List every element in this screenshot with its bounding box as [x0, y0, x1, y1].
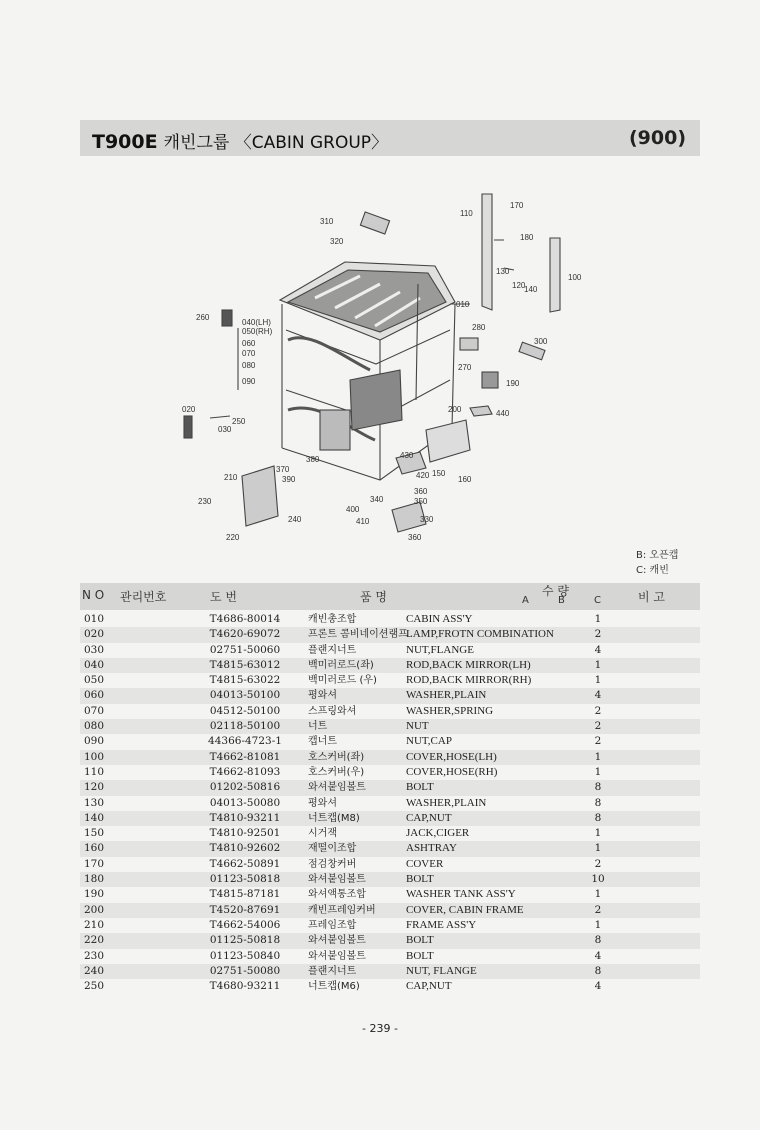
cell-part-number: 44366-4723-1	[208, 735, 282, 748]
parts-table	[80, 612, 700, 994]
callout-280: 280	[472, 323, 486, 332]
cell-part-number: 04013-50100	[209, 689, 281, 702]
cell-quantity: 1	[594, 750, 602, 763]
table-row	[80, 872, 700, 887]
cell-part-number: T4815-63022	[209, 674, 281, 687]
callout-370: 370	[276, 465, 290, 474]
cell-quantity: 8	[594, 964, 602, 977]
cell-korean-name: 너트	[308, 721, 328, 733]
table-row	[80, 857, 700, 872]
callout-360-upper: 360	[414, 487, 428, 496]
cell-english-name: CABIN ASS'Y	[406, 613, 473, 625]
cell-no: 160	[84, 842, 105, 855]
table-row	[80, 627, 700, 642]
callout-090: 090	[242, 377, 256, 386]
table-row	[80, 612, 700, 627]
cell-english-name: ROD,BACK MIRROR(RH)	[406, 674, 532, 687]
cell-korean-name: 평와셔	[308, 797, 337, 809]
cabin-exploded-diagram	[170, 180, 610, 550]
callout-210: 210	[224, 473, 238, 482]
callout-160: 180	[520, 233, 534, 242]
cell-english-name: WASHER,PLAIN	[406, 796, 487, 809]
table-row	[80, 643, 700, 658]
callout-310: 310	[320, 217, 334, 226]
cell-no: 230	[84, 949, 105, 962]
cell-part-number: T4810-92501	[209, 827, 281, 840]
table-row	[80, 841, 700, 856]
cell-part-number: T4686-80014	[209, 613, 281, 625]
cell-no: 100	[84, 750, 105, 763]
callout-040: 040(LH)	[242, 318, 271, 327]
cell-no: 150	[84, 827, 105, 840]
cell-korean-name: 캐빈총조합	[308, 614, 357, 625]
header-qty: 수 량	[542, 584, 569, 598]
cell-quantity: 2	[594, 857, 602, 870]
cell-no: 040	[84, 658, 105, 671]
cell-no: 190	[84, 888, 105, 901]
table-row	[80, 918, 700, 933]
cell-english-name: CAP,NUT	[406, 811, 452, 824]
table-row	[80, 688, 700, 703]
cell-korean-name: 스프링와셔	[308, 705, 357, 717]
cell-part-number: 04013-50080	[209, 796, 281, 809]
cell-no: 170	[84, 857, 105, 870]
callout-260: 260	[196, 313, 210, 322]
cell-english-name: WASHER,PLAIN	[406, 689, 487, 702]
cell-english-name: ROD,BACK MIRROR(LH)	[406, 658, 531, 671]
callout-130: 130	[496, 267, 510, 276]
table-row	[80, 811, 700, 826]
cell-korean-name: 재떨이조합	[308, 843, 357, 855]
callout-400: 400	[346, 505, 360, 514]
cell-part-number: T4662-81093	[209, 765, 281, 778]
cell-english-name: BOLT	[406, 873, 434, 886]
cell-no: 140	[84, 811, 105, 824]
cell-quantity: 4	[594, 949, 602, 962]
cell-korean-name: 호스커버(우)	[308, 766, 365, 778]
callout-110: 110	[460, 209, 473, 218]
header-qty-a: A	[522, 595, 529, 606]
cell-no: 130	[84, 796, 105, 809]
cell-english-name: NUT	[406, 720, 429, 733]
table-row	[80, 719, 700, 734]
cell-korean-name: 백미러로드 (우)	[308, 675, 377, 687]
cell-part-number: 04512-50100	[209, 704, 281, 717]
cell-quantity: 2	[594, 735, 602, 748]
callout-300: 300	[534, 337, 548, 346]
cell-no: 250	[84, 980, 105, 993]
cell-quantity: 8	[594, 796, 602, 809]
header-part: 도 번	[210, 590, 237, 604]
legend-b: B: 오픈캡	[636, 550, 679, 561]
callout-220: 240	[288, 515, 302, 524]
table-row	[80, 750, 700, 765]
header-qty-c: C	[594, 595, 601, 606]
table-row	[80, 949, 700, 964]
cell-english-name: COVER,HOSE(LH)	[406, 750, 497, 763]
cell-part-number: T4810-92602	[209, 842, 281, 855]
callout-350: 350	[414, 497, 428, 506]
callout-170: 150	[432, 469, 446, 478]
table-row	[80, 765, 700, 780]
cell-quantity: 1	[594, 918, 602, 931]
cell-english-name: WASHER TANK ASS'Y	[406, 888, 516, 901]
page-number: - 239 -	[362, 1022, 398, 1035]
cell-english-name: FRAME ASS'Y	[406, 918, 477, 931]
callout-230: 230	[198, 497, 212, 506]
cabin-drawing	[184, 194, 560, 532]
callout-labels	[182, 201, 582, 542]
callout-270: 270	[458, 363, 472, 372]
cell-no: 120	[84, 781, 105, 794]
cell-quantity: 4	[594, 689, 602, 702]
table-row	[80, 658, 700, 673]
legend	[636, 548, 678, 578]
cell-quantity: 1	[594, 827, 602, 840]
cell-part-number: T4662-50891	[209, 857, 281, 870]
callout-330: 330	[420, 515, 434, 524]
cell-english-name: JACK,CIGER	[406, 827, 470, 840]
cell-quantity: 2	[594, 903, 602, 916]
table-row	[80, 673, 700, 688]
callout-380: 380	[306, 455, 320, 464]
cell-part-number: T4662-81081	[209, 750, 281, 763]
cell-korean-name: 와셔붙임볼트	[308, 782, 366, 794]
callout-360-lower: 360	[408, 533, 422, 542]
cell-korean-name: 캡너트	[308, 736, 337, 748]
callout-320: 320	[330, 237, 344, 246]
callout-180: 160	[458, 475, 472, 484]
header-remarks: 비 고	[638, 590, 665, 604]
cell-english-name: LAMP,FROTN COMBINATION	[406, 628, 554, 641]
table-row	[80, 887, 700, 902]
table-row	[80, 964, 700, 979]
cell-korean-name: 호스커버(좌)	[308, 751, 365, 763]
cell-part-number: T4662-54006	[209, 918, 281, 931]
cell-no: 180	[84, 873, 105, 886]
cell-part-number: 02751-50080	[209, 964, 281, 977]
cell-no: 010	[84, 613, 105, 625]
cell-korean-name: 플랜지너트	[308, 644, 357, 656]
header-name: 품 명	[360, 590, 387, 604]
cell-quantity: 4	[594, 980, 602, 993]
cell-english-name: ASHTRAY	[406, 842, 457, 855]
cell-quantity: 1	[594, 765, 602, 778]
callout-010: 010	[456, 300, 470, 309]
table-row	[80, 826, 700, 841]
callout-250: 250	[232, 417, 246, 426]
callout-440: 440	[496, 409, 510, 418]
table-row	[80, 903, 700, 918]
cell-part-number: 01123-50818	[209, 873, 281, 886]
cell-no: 080	[84, 720, 105, 733]
cell-korean-name: 와셔붙임볼트	[308, 935, 366, 947]
group-title: 캐빈그룹 〈CABIN GROUP〉	[163, 133, 389, 153]
cell-quantity: 8	[594, 781, 602, 794]
callout-190: 190	[506, 379, 520, 388]
callout-100: 100	[568, 273, 582, 282]
table-row	[80, 933, 700, 948]
cell-english-name: NUT, FLANGE	[406, 964, 477, 977]
callout-390: 390	[282, 475, 296, 484]
table-header	[80, 583, 700, 610]
cell-quantity: 10	[591, 873, 605, 886]
callout-430: 430	[400, 451, 414, 460]
cell-english-name: NUT,CAP	[406, 735, 452, 748]
cell-quantity: 1	[594, 674, 602, 687]
cell-no: 050	[84, 674, 105, 687]
cell-korean-name: 너트캡(M6)	[308, 981, 360, 993]
cell-no: 030	[84, 643, 105, 656]
table-row	[80, 796, 700, 811]
cell-english-name: CAP,NUT	[406, 980, 452, 993]
cell-english-name: COVER,HOSE(RH)	[406, 765, 498, 778]
cell-quantity: 1	[594, 613, 602, 625]
legend-c: C: 캐빈	[636, 565, 669, 576]
cell-korean-name: 캐빈프레임커버	[308, 904, 376, 916]
callout-120: 120	[512, 281, 526, 290]
cell-korean-name: 백미러로드(좌)	[308, 659, 374, 671]
cell-korean-name: 시거잭	[308, 828, 337, 840]
cell-no: 210	[84, 918, 105, 931]
cell-no: 110	[84, 765, 105, 778]
cell-korean-name: 플랜지너트	[308, 965, 357, 977]
callout-410: 410	[356, 517, 370, 526]
cell-english-name: BOLT	[406, 949, 434, 962]
cell-no: 060	[84, 689, 105, 702]
callout-150: 170	[510, 201, 524, 210]
callout-240: 220	[226, 533, 240, 542]
group-code: (900)	[628, 127, 686, 149]
header-qty-b: B	[558, 595, 565, 606]
cell-korean-name: 평와셔	[308, 690, 337, 702]
cell-quantity: 2	[594, 628, 602, 641]
cell-quantity: 1	[594, 658, 602, 671]
cell-quantity: 1	[594, 842, 602, 855]
cell-korean-name: 와셔액통조합	[308, 889, 366, 901]
cell-english-name: NUT,FLANGE	[406, 643, 474, 656]
cell-english-name: WASHER,SPRING	[406, 704, 494, 717]
cell-korean-name: 점검창커버	[308, 858, 357, 870]
page-title	[92, 128, 388, 153]
callout-050: 050(RH)	[242, 327, 273, 336]
cell-english-name: BOLT	[406, 934, 434, 947]
cell-part-number: T4815-63012	[209, 658, 281, 671]
cell-no: 200	[84, 903, 105, 916]
header-no: N O	[82, 588, 105, 602]
cell-part-number: 02118-50100	[209, 720, 281, 733]
callout-060: 060	[242, 339, 256, 348]
cell-part-number: 01123-50840	[209, 949, 281, 962]
cell-english-name: COVER, CABIN FRAME	[406, 903, 524, 916]
cell-part-number: T4815-87181	[209, 888, 281, 901]
cell-korean-name: 프레임조합	[308, 919, 357, 931]
model-code: T900E	[92, 131, 158, 153]
cell-korean-name: 와셔붙임볼트	[308, 950, 366, 962]
callout-140: 140	[524, 285, 538, 294]
callout-340: 340	[370, 495, 384, 504]
table-row	[80, 704, 700, 719]
table-row	[80, 780, 700, 795]
cell-korean-name: 너트캡(M8)	[308, 812, 360, 824]
cell-quantity: 2	[594, 704, 602, 717]
cell-part-number: T4520-87691	[209, 903, 281, 916]
header-mgmt: 관리번호	[120, 590, 167, 604]
cell-no: 240	[84, 964, 105, 977]
callout-200: 200	[448, 405, 462, 414]
callout-030: 030	[218, 425, 232, 434]
cell-english-name: COVER	[406, 857, 444, 870]
cell-part-number: 02751-50060	[209, 643, 281, 656]
cell-quantity: 2	[594, 720, 602, 733]
cell-part-number: 01125-50818	[209, 934, 281, 947]
callout-080: 080	[242, 361, 256, 370]
cell-no: 220	[84, 934, 105, 947]
cell-quantity: 1	[594, 888, 602, 901]
callout-420: 420	[416, 471, 430, 480]
cell-korean-name: 프론트 콤비네이션램프	[308, 629, 408, 641]
cell-quantity: 8	[594, 811, 602, 824]
cell-quantity: 8	[594, 934, 602, 947]
cell-korean-name: 와셔붙임볼트	[308, 874, 366, 886]
cell-part-number: 01202-50816	[209, 781, 281, 794]
cell-part-number: T4810-93211	[209, 811, 281, 824]
cell-english-name: BOLT	[406, 781, 434, 794]
table-row	[80, 734, 700, 749]
cell-no: 070	[84, 704, 105, 717]
cell-quantity: 4	[594, 643, 602, 656]
cell-no: 090	[84, 735, 105, 748]
callout-020: 020	[182, 405, 196, 414]
table-row	[80, 979, 700, 994]
cell-part-number: T4680-93211	[209, 980, 281, 993]
callout-070: 070	[242, 349, 256, 358]
cell-part-number: T4620-69072	[209, 628, 281, 641]
cell-no: 020	[84, 628, 105, 641]
